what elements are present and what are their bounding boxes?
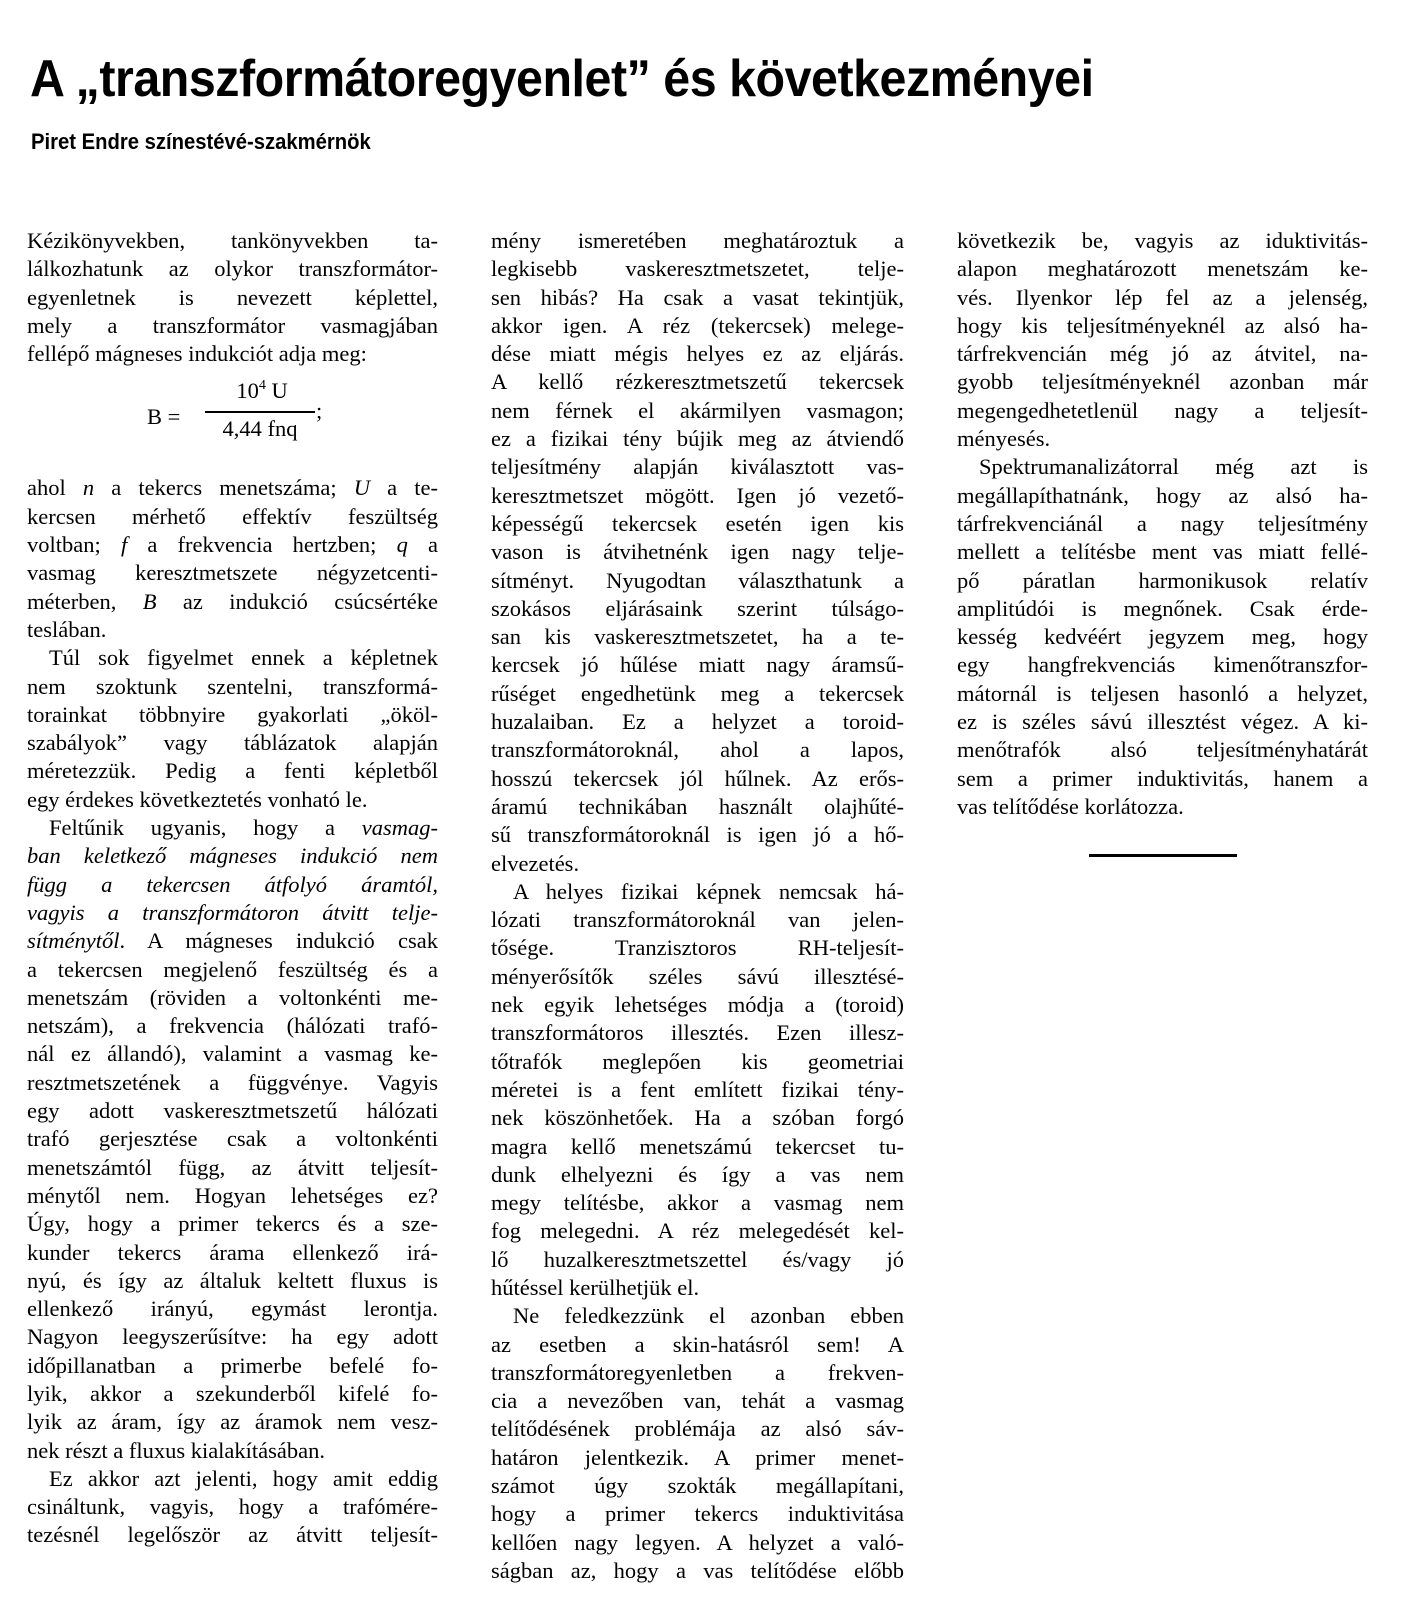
text-line: nem szoktunk szentelni, transzformá- [27,673,438,699]
text-line: transzformátoros illesztés. Ezen illesz- [491,1020,904,1046]
text-line: resztmetszetének a függvénye. Vagyis [27,1069,438,1095]
text-line: nál ez állandó), valamint a vasmag ke- [27,1041,438,1067]
text-line: kunder tekercs árama ellenkező irá- [27,1239,438,1265]
text-line: huzalaiban. Ez a helyzet a toroid- [491,709,904,735]
text-line: hogy a primer tekercs induktivitása [491,1501,904,1527]
text-line: csináltunk, vagyis, hogy a trafómére- [27,1494,438,1520]
text-line: hosszú tekercsek jól hűlnek. Az erős- [491,765,904,791]
text-line: gyobb teljesítményeknél azonban már [957,369,1368,395]
text-line: megengedhetetlenül nagy a teljesít- [957,397,1368,423]
text-line: teslában. [27,616,107,642]
text-line: teljesítmény alapján kiválasztott vas- [491,454,904,480]
article-byline: Piret Endre színestévé-szakmérnök [31,129,371,154]
text-line: sű transzformátoroknál is igen jó a hő- [491,822,904,848]
text-line: pő páratlan harmonikusok relatív [957,567,1368,593]
column-3 [957,227,1368,821]
text-line: mátornál is teljesen hasonló a helyzet, [957,680,1368,706]
text-line: megállapíthatnánk, hogy az alsó ha- [957,482,1368,508]
text-line: lálkozhatunk az olykor transzformátor- [27,256,438,282]
text-line: sem a primer induktivitás, hanem a [957,765,1368,791]
text-line: egyenletnek is nevezett képlettel, [27,284,438,310]
text-line: ményesés. [957,426,1051,452]
text-line: hogy kis teljesítményeknél az alsó ha- [957,312,1368,338]
text-line: mellett a telítésbe ment vas miatt fellé- [957,539,1368,565]
text-line: kercsek jó hűlése miatt nagy áramsű- [491,652,904,678]
transformer-equation [27,378,438,458]
text-line: ságban az, hogy a vas telítődése előbb [491,1557,904,1583]
text-line: hűtéssel kerülhetjük el. [491,1274,700,1300]
text-line: kercsen mérhető effektív feszültség [27,503,438,529]
text-line: lő huzalkeresztmetszettel és/vagy jó [491,1246,904,1272]
text-line: kesség kedvéért jegyzem meg, hogy [957,624,1368,650]
text-line: torainkat többnyire gyakorlati „ököl- [27,701,438,727]
text-line: ez is széles sávú illesztést végez. A ki- [957,709,1368,735]
text-line: lyik az áram, így az áramok nem vesz- [27,1409,438,1435]
text-line: határon jelentkezik. A primer menet- [491,1444,904,1470]
text-line: Spektrumanalizátorral még azt is [979,454,1368,480]
text-line: sen hibás? Ha csak a vasat tekintjük, [491,284,904,310]
text-line: egy adott vaskeresztmetszetű hálózati [27,1098,438,1124]
text-line: mény ismeretében meghatároztuk a [491,228,904,253]
text-line: nyú, és így az általuk keltett fluxus is [27,1267,438,1293]
text-line: számot úgy szokták megállapítani, [491,1473,904,1499]
formula-semicolon: ; [316,398,323,424]
text-line: menőtrafók alsó teljesítményhatárát [957,737,1368,763]
text-line: magra kellő menetszámú tekercset tu- [491,1133,904,1159]
text-line: legkisebb vaskeresztmetszetet, telje- [491,256,904,282]
text-line: dunk elhelyezni és így a vas nem [491,1161,904,1187]
text-line: ban keletkező mágneses indukció nem [27,843,438,869]
text-line: méretezzük. Pedig a fenti képletből [27,758,438,784]
formula-denominator: 4,44 fnq [222,416,298,442]
column-2 [491,227,904,1585]
text-line: A kellő rézkeresztmetszetű tekercsek [491,369,904,395]
text-line: ményerősítők széles sávú illesztésé- [491,963,904,989]
text-line: ellenkező irányú, egymást lerontja. [27,1296,438,1322]
text-line: cia a nevezőben van, tehát a vasmag [491,1388,904,1414]
text-line: a tekercsen megjelenő feszültség és a [27,956,438,982]
text-line: méterben, B az indukció csúcsértéke [27,588,438,614]
text-line: tősége. Tranzisztoros RH-teljesít- [491,935,904,961]
text-line: időpillanatban a primerbe befelé fo- [27,1352,438,1378]
text-line: függ a tekercsen átfolyó áramtól, [27,871,438,897]
text-line: vés. Ilyenkor lép fel az a jelenség, [957,284,1368,310]
text-line: Kézikönyvekben, tankönyvekben ta- [27,228,438,253]
text-line: transzformátoregyenletben a frekven- [491,1359,904,1385]
text-line: méretei is a fent említett fizikai tény- [491,1076,904,1102]
text-line: Úgy, hogy a primer tekercs és a sze- [27,1211,438,1237]
text-line: voltban; f a frekvencia hertzben; q a [27,532,438,558]
text-line: san kis vaskeresztmetszetet, ha a te- [491,624,904,650]
text-line: nek részt a fluxus kialakításában. [27,1437,326,1463]
text-line: transzformátoroknál, ahol a lapos, [491,737,904,763]
text-line: az esetben a skin-hatásról sem! A [491,1331,904,1357]
text-line: lózati transzformátoroknál van jelen- [491,907,904,933]
column-1 [27,227,438,1550]
text-line: telítődésének problémája az alsó sáv- [491,1416,904,1442]
text-line: menetszámtól függ, az átvitt teljesít- [27,1154,438,1180]
text-line: fog melegedni. A réz melegedését kel- [491,1218,904,1244]
text-line: nek egyik lehetséges módja a (toroid) [491,992,904,1018]
text-line: egy hangfrekvenciás kimenőtranszfor- [957,652,1368,678]
end-of-article-rule [1089,854,1237,857]
text-line: netszám), a frekvencia (hálózati trafó- [27,1013,438,1039]
text-line: vasmag keresztmetszete négyzetcenti- [27,560,438,586]
text-line: egy érdekes következtetés vonható le. [27,786,368,812]
text-line: képességű tekercsek esetén igen kis [491,510,904,536]
text-line: megy telítésbe, akkor a vasmag nem [491,1190,904,1216]
text-line: akkor igen. A réz (tekercsek) melege- [491,312,904,338]
text-line: Ez akkor azt jelenti, hogy amit eddig [49,1465,438,1491]
text-line: Nagyon leegyszerűsítve: ha egy adott [27,1324,438,1350]
text-line: szokásos eljárásaink szerint túlságo- [491,595,904,621]
text-line: mely a transzformátor vasmagjában [27,312,438,338]
article-title: A „transzformátoregyenlet” és következményei [30,49,1094,108]
formula-numerator: $10^4$ U [236,378,288,404]
text-line: szabályok” vagy táblázatok alapján [27,730,438,756]
text-line: nek köszönhetőek. Ha a szóban forgó [491,1105,904,1131]
text-line: Feltűnik ugyanis, hogy a vasmag- [49,815,438,841]
text-line: elvezetés. [491,850,580,876]
text-line: tárfrekvencián még jó az átvitel, na- [957,341,1368,367]
text-line: áramú technikában használt olajhűté- [491,793,904,819]
text-line: ez a fizikai tény bújik meg az átviendő [491,426,904,452]
text-line: Ne feledkezzünk el azonban ebben [513,1303,904,1329]
text-line: ménytől nem. Hogyan lehetséges ez? [27,1182,438,1208]
text-line: fellépő mágneses indukciót adja meg: [27,341,367,367]
text-line: Túl sok figyelmet ennek a képletnek [49,645,438,671]
text-line: vas telítődése korlátozza. [957,793,1184,819]
text-line: sítménytől. A mágneses indukció csak [27,928,438,954]
text-line: alapon meghatározott menetszám ke- [957,256,1368,282]
text-line: következik be, vagyis az iduktivitás- [957,228,1368,253]
text-line: dése miatt mégis helyes ez az eljárás. [491,341,904,367]
text-line: kellően nagy legyen. A helyzet a való- [491,1529,904,1555]
text-line: rűséget engedhetünk meg a tekercsek [491,680,904,706]
text-line: nem férnek el akármilyen vasmagon; [491,397,904,423]
fraction-bar [205,411,315,413]
text-line: trafó gerjesztése csak a voltonkénti [27,1126,438,1152]
text-line: sítményt. Nyugodtan választhatunk a [491,567,904,593]
text-line: tárfrekvenciánál a nagy teljesítmény [957,510,1368,536]
text-line: amplitúdói is megnőnek. Csak érde- [957,595,1368,621]
text-line: lyik, akkor a szekunderből kifelé fo- [27,1380,438,1406]
text-line: keresztmetszet mögött. Igen jó vezető- [491,482,904,508]
text-line: vagyis a transzformátoron átvitt telje- [27,899,438,925]
text-line: vason is átvihetnénk igen nagy telje- [491,539,904,565]
formula-lhs: B = [147,404,181,430]
text-line: tőtrafók meglepően kis geometriai [491,1048,904,1074]
text-line: A helyes fizikai képnek nemcsak há- [513,878,904,904]
text-line: ahol n a tekercs menetszáma; U a te- [27,475,439,501]
text-line: menetszám (röviden a voltonkénti me- [27,984,438,1010]
text-line: tezésnél legelőször az átvitt teljesít- [27,1522,438,1548]
